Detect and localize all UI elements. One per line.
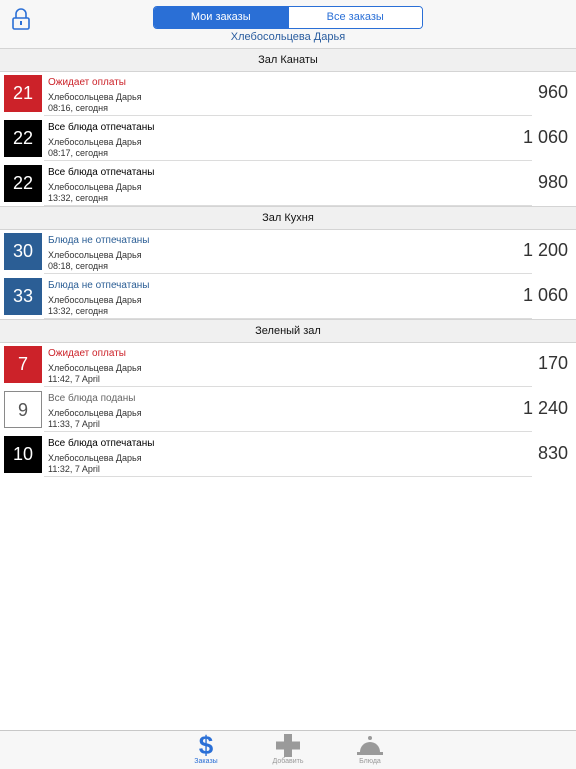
tab-dishes-label: Блюда [359,758,381,765]
section-header: Зеленый зал [0,319,576,343]
order-waiter: Хлебосольцева Дарья [48,408,142,418]
order-row[interactable] [0,387,576,432]
order-time: 08:18, сегодня [48,261,109,271]
segment-my-orders[interactable]: Мои заказы [154,7,288,28]
tab-orders[interactable] [176,731,236,769]
order-amount: 980 [537,172,568,192]
order-row[interactable] [0,229,576,274]
order-amount: 1 200 [522,240,568,260]
order-amount: 1 240 [522,398,568,418]
order-time: 08:16, сегодня [48,103,109,113]
order-amount: 170 [537,353,568,373]
order-time: 11:32, 7 April [48,464,100,474]
order-status: Все блюда поданы [48,393,136,404]
plus-icon [258,733,318,757]
top-bar [0,0,576,48]
order-status: Все блюда отпечатаны [48,438,155,449]
lock-icon[interactable] [11,8,31,30]
order-waiter: Хлебосольцева Дарья [48,92,142,102]
table-number-badge: 22 [4,120,42,157]
order-status: Ожидает оплаты [48,348,126,359]
section-header: Зал Кухня [0,206,576,230]
order-row[interactable] [0,116,576,161]
order-status: Блюда не отпечатаны [48,235,150,246]
order-waiter: Хлебосольцева Дарья [48,295,142,305]
order-waiter: Хлебосольцева Дарья [48,137,142,147]
table-number-badge: 7 [4,346,42,383]
svg-text:$: $ [198,733,214,757]
order-time: 13:32, сегодня [48,306,109,316]
order-amount: 1 060 [522,127,568,147]
order-row[interactable] [0,274,576,319]
segment-all-orders[interactable]: Все заказы [288,7,423,28]
order-status: Все блюда отпечатаны [48,167,155,178]
order-amount: 1 060 [522,285,568,305]
order-row[interactable] [0,71,576,116]
table-number-badge: 33 [4,278,42,315]
table-number-badge: 9 [4,391,42,428]
table-number-badge: 22 [4,165,42,202]
order-row[interactable] [0,342,576,387]
tab-bar [0,730,576,769]
order-time: 11:42, 7 April [48,374,100,384]
order-status: Блюда не отпечатаны [48,280,150,291]
order-status: Ожидает оплаты [48,77,126,88]
table-number-badge: 21 [4,75,42,112]
tab-add[interactable] [258,731,318,769]
order-waiter: Хлебосольцева Дарья [48,363,142,373]
order-time: 11:33, 7 April [48,419,100,429]
order-row[interactable] [0,161,576,206]
waiter-name: Хлебосольцева Дарья [230,31,346,43]
tab-orders-label: Заказы [194,758,218,765]
table-number-badge: 10 [4,436,42,473]
tab-add-label: Добавить [272,758,304,765]
order-amount: 830 [537,443,568,463]
order-waiter: Хлебосольцева Дарья [48,182,142,192]
order-amount: 960 [537,82,568,102]
order-waiter: Хлебосольцева Дарья [48,453,142,463]
tab-dishes[interactable] [340,731,400,769]
order-waiter: Хлебосольцева Дарья [48,250,142,260]
section-header: Зал Канаты [0,48,576,72]
orders-filter-segmented-control[interactable] [153,6,423,29]
table-number-badge: 30 [4,233,42,270]
cloche-icon [340,733,400,757]
order-status: Все блюда отпечатаны [48,122,155,133]
order-row[interactable] [0,432,576,477]
order-time: 13:32, сегодня [48,193,109,203]
order-time: 08:17, сегодня [48,148,109,158]
row-divider [44,476,532,477]
dollar-icon [176,733,236,757]
